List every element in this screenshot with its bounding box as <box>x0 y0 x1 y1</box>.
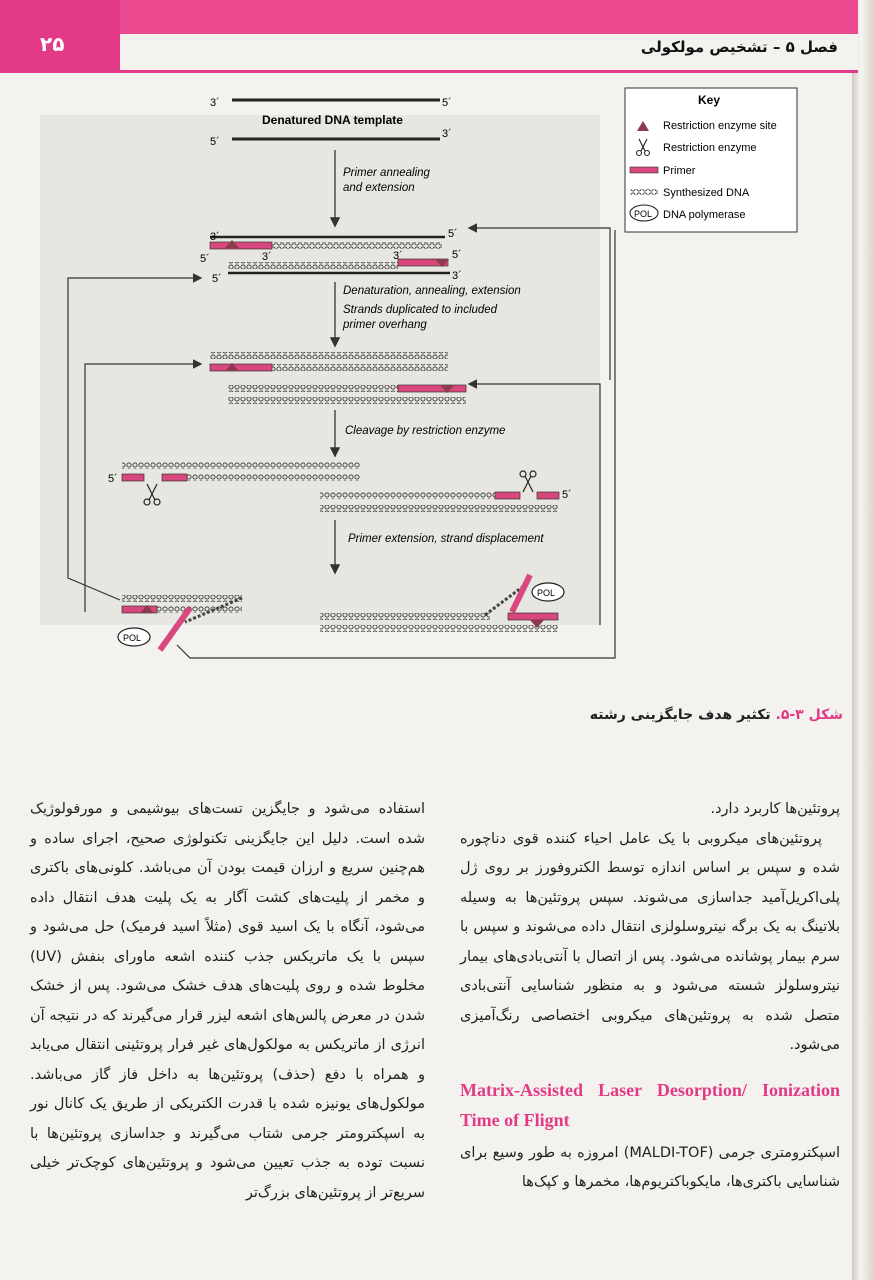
primer <box>210 364 272 371</box>
synthesized-dna <box>272 364 448 371</box>
polymerase-label: POL <box>123 633 142 643</box>
caption-number: شکل ۳-۵. <box>775 707 843 723</box>
key-item: DNA polymerase <box>663 209 746 221</box>
chapter-title: فصل ۵ – تشخیص مولکولی <box>640 38 838 56</box>
step-cleavage-label: Cleavage by restriction enzyme <box>345 425 506 437</box>
end-label: 5´ <box>210 136 220 148</box>
polymerase-label: POL <box>537 588 556 598</box>
paragraph: پروتئین‌های میکروبی با یک عامل احیاء کننده قوی دناچوره شده و سپس بر اساس اندازه توسط الکتروفورز بر روی ژل پلی‌اکریل‌آمید جداسازی می‌شوند. سپس پروتئین‌ها به وسیله بلاتینگ به یک برگه نیتروسلولزی انتقال داده می‌شوند و سپس با سرم بیمار پوشانده می‌شود. پس از اتصال با آنتی‌بادی‌های بیمار نیتروسلولز شسته می‌شود و به منظور شناسایی آنتی‌بادی متصل شده به پروتئین‌های میکروبی اختصاصی رنگ‌آمیزی می‌شود. <box>460 830 840 1053</box>
caption-text: تکثیر هدف جایگزینی رشته <box>589 707 771 723</box>
primer <box>508 613 558 620</box>
page-number: ۲۵ <box>40 32 65 56</box>
synthesized-dna <box>320 505 558 512</box>
end-label: 3´ <box>210 97 220 109</box>
polymerase-label: POL <box>634 209 653 219</box>
end-label: 3´ <box>393 250 403 262</box>
paragraph: پروتئین‌ها کاربرد دارد. <box>710 801 840 817</box>
end-label: 3´ <box>452 270 462 282</box>
page-header <box>0 0 858 70</box>
key-item: Synthesized DNA <box>663 187 750 199</box>
synthesized-dna <box>320 492 495 499</box>
right-column <box>460 795 840 1198</box>
primer <box>537 492 559 499</box>
synthesized-dna <box>210 352 448 359</box>
step-extension-label: Primer extension, strand displacement <box>348 533 544 545</box>
step-denaturation-label: Strands duplicated to included <box>343 304 498 316</box>
step-denaturation-label: Denaturation, annealing, extension <box>343 285 521 297</box>
synthesized-dna <box>122 595 242 602</box>
synthesized-dna <box>228 397 466 404</box>
key-item: Restriction enzyme site <box>663 120 777 132</box>
step-annealing-label: Primer annealing <box>343 167 430 179</box>
key-title: Key <box>698 93 721 107</box>
primer <box>162 474 187 481</box>
paragraph: اسپکترومتری جرمی (MALDI-TOF) امروزه به طور وسیع برای شناسایی باکتری‌ها، مایکوباکتریوم‌ها، مخمرها و کپک‌ها <box>460 1144 841 1190</box>
strand-displacement-figure <box>40 78 860 678</box>
section-heading: Matrix-Assisted Laser Desorption/ Ionization Time of Flignt <box>460 1079 840 1130</box>
paragraph: استفاده می‌شود و جایگزین تست‌های بیوشیمی و مورفولوژیک شده است. دلیل این جایگزینی تکنولوژی صحیح، اجرای ساده و هم‌چنین سریع و ارزان قیمت بودن آن می‌باشد. کلونی‌های باکتری و مخمر از پلیت‌های کشت آگار به یک پلیت هدف انتقال داده می‌شود، آنگاه با یک اسید قوی (مثلاً اسید فرمیک) حل می‌شود و سپس با یک ماتریکس جذب کننده اشعه ماورای بنفش (UV) مخلوط شده و روی پلیت‌های هدف خشک می‌شود. پس از خشک شدن در معرض پالس‌های اشعه لیزر قرار می‌گیرند که در نتیجه آن انرژی از ماتریکس به مولکول‌های غیر فرار پروتئینی انتقال می‌یابد و همراه با دفع (حذف) پروتئین‌ها به داخل فاز گاز می‌باشد. مولکول‌های یونیزه شده با قدرت الکتریکی از طریق یک کانال نور به اسپکترومتر جرمی شتاب می‌گیرند و جداسازی پروتئین‌ها با نسبت توده به جذب تعیین می‌شود و پروتئین‌های کوچک‌تر خیلی سریع‌تر از پروتئین‌های بزرگ‌تر <box>30 801 425 1201</box>
left-column <box>30 795 425 1208</box>
primer <box>122 474 144 481</box>
end-label: 5´ <box>442 97 452 109</box>
synthesized-dna <box>320 625 558 632</box>
primer <box>210 242 272 249</box>
step-annealing-label: and extension <box>343 182 415 194</box>
figure-key <box>625 88 797 232</box>
figure-caption <box>590 707 843 723</box>
end-label: 5´ <box>212 273 222 285</box>
end-label: 5´ <box>200 253 210 265</box>
end-label: 3´ <box>262 251 272 263</box>
synthesized-dna <box>157 606 242 613</box>
end-label: 3´ <box>210 231 220 243</box>
key-item: Restriction enzyme <box>663 142 757 154</box>
end-label: 5´ <box>448 228 458 240</box>
template-label: Denatured DNA template <box>262 113 403 127</box>
synthesized-dna <box>320 613 490 620</box>
synthesized-dna <box>122 462 360 469</box>
primer-icon <box>630 167 658 173</box>
end-label: 5´ <box>562 489 572 501</box>
end-label: 5´ <box>108 473 118 485</box>
step-denaturation-label: primer overhang <box>343 319 427 331</box>
synthesized-dna <box>272 242 442 249</box>
synthesized-dna-icon <box>630 189 658 195</box>
primer <box>398 385 466 392</box>
header-divider <box>0 70 858 73</box>
primer <box>495 492 520 499</box>
end-label: 3´ <box>442 128 452 140</box>
synthesized-dna <box>228 262 398 269</box>
key-item: Primer <box>663 165 696 177</box>
synthesized-dna <box>187 474 360 481</box>
synthesized-dna <box>228 385 398 392</box>
end-label: 5´ <box>452 249 462 261</box>
